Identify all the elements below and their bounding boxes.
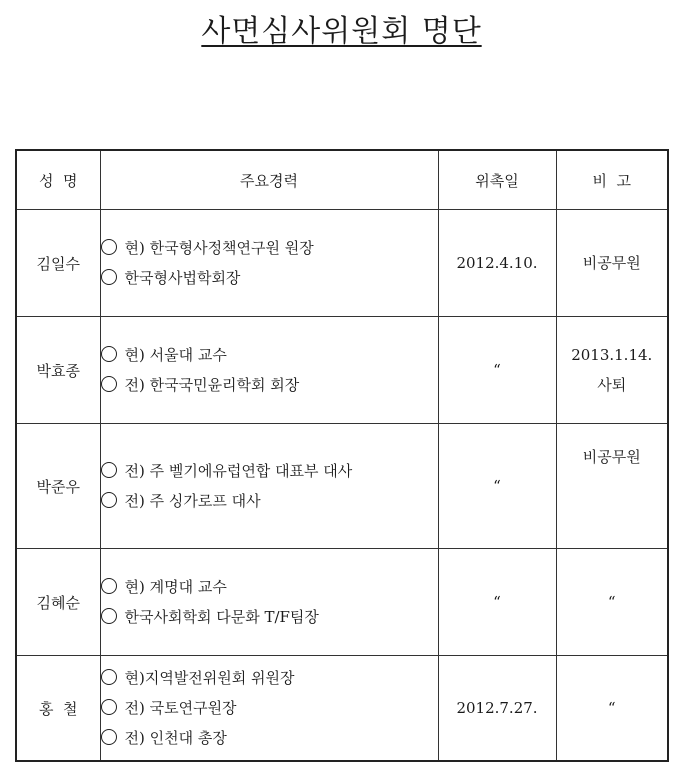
circle-bullet-icon (101, 346, 117, 362)
member-note (556, 317, 668, 424)
career-text: 전) 주 벨기에유럽연합 대표부 대사 (124, 462, 353, 480)
circle-bullet-icon (101, 239, 117, 255)
member-career (100, 210, 438, 317)
table-row (16, 317, 668, 424)
member-note (556, 549, 668, 656)
circle-bullet-icon (101, 699, 117, 715)
document-title-text: 사면심사위원회 명단 (201, 14, 482, 49)
note-text: 비공무원 (582, 448, 641, 466)
career-text: 전) 국토연구원장 (124, 699, 237, 717)
career-text: 현)지역발전위원회 위원장 (124, 669, 295, 687)
table-header-row (16, 150, 668, 210)
committee-roster-table (15, 149, 669, 762)
table-row (16, 210, 668, 317)
header-appointed: 위촉일 (438, 150, 556, 210)
circle-bullet-icon (101, 578, 117, 594)
career-item (101, 370, 438, 400)
member-name: 박준우 (16, 424, 100, 549)
career-text: 전) 주 싱가로프 대사 (124, 492, 261, 510)
career-text: 현) 계명대 교수 (124, 578, 227, 596)
career-text: 전) 한국국민윤리학회 회장 (124, 376, 300, 394)
circle-bullet-icon (101, 729, 117, 745)
circle-bullet-icon (101, 608, 117, 624)
member-note (556, 210, 668, 317)
member-name: 홍 철 (16, 656, 100, 762)
career-item (101, 723, 438, 753)
career-text: 한국사회학회 다문화 T/F팀장 (124, 608, 319, 626)
circle-bullet-icon (101, 669, 117, 685)
member-career (100, 424, 438, 549)
member-career (100, 549, 438, 656)
table-row (16, 656, 668, 762)
member-note (556, 424, 668, 549)
member-career (100, 656, 438, 762)
member-note (556, 656, 668, 762)
appointed-date: “ (438, 317, 556, 424)
member-career (100, 317, 438, 424)
note-text: 비공무원 (582, 254, 641, 272)
circle-bullet-icon (101, 269, 117, 285)
appointed-date: 2012.7.27. (438, 656, 556, 762)
header-note: 비 고 (556, 150, 668, 210)
career-item (101, 486, 438, 516)
table-row (16, 424, 668, 549)
career-item (101, 693, 438, 723)
header-career: 주요경력 (100, 150, 438, 210)
career-item (101, 340, 438, 370)
career-text: 현) 서울대 교수 (124, 346, 227, 364)
circle-bullet-icon (101, 376, 117, 392)
circle-bullet-icon (101, 492, 117, 508)
career-item (101, 456, 438, 486)
member-name: 김혜순 (16, 549, 100, 656)
appointed-date: 2012.4.10. (438, 210, 556, 317)
career-text: 현) 한국형사정책연구원 원장 (124, 239, 314, 257)
note-text: 사퇴 (597, 376, 627, 394)
table-row (16, 549, 668, 656)
document-title (0, 12, 683, 52)
career-item (101, 663, 438, 693)
note-text: 2013.1.14. (571, 346, 653, 364)
appointed-date: “ (438, 424, 556, 549)
career-text: 한국형사법학회장 (124, 269, 241, 287)
career-text: 전) 인천대 총장 (124, 729, 227, 747)
career-item (101, 602, 438, 632)
member-name: 박효종 (16, 317, 100, 424)
circle-bullet-icon (101, 462, 117, 478)
career-item (101, 572, 438, 602)
appointed-date: “ (438, 549, 556, 656)
career-item (101, 263, 438, 293)
header-name: 성 명 (16, 150, 100, 210)
career-item (101, 233, 438, 263)
note-text: “ (607, 593, 616, 611)
member-name: 김일수 (16, 210, 100, 317)
note-text: “ (607, 699, 616, 717)
